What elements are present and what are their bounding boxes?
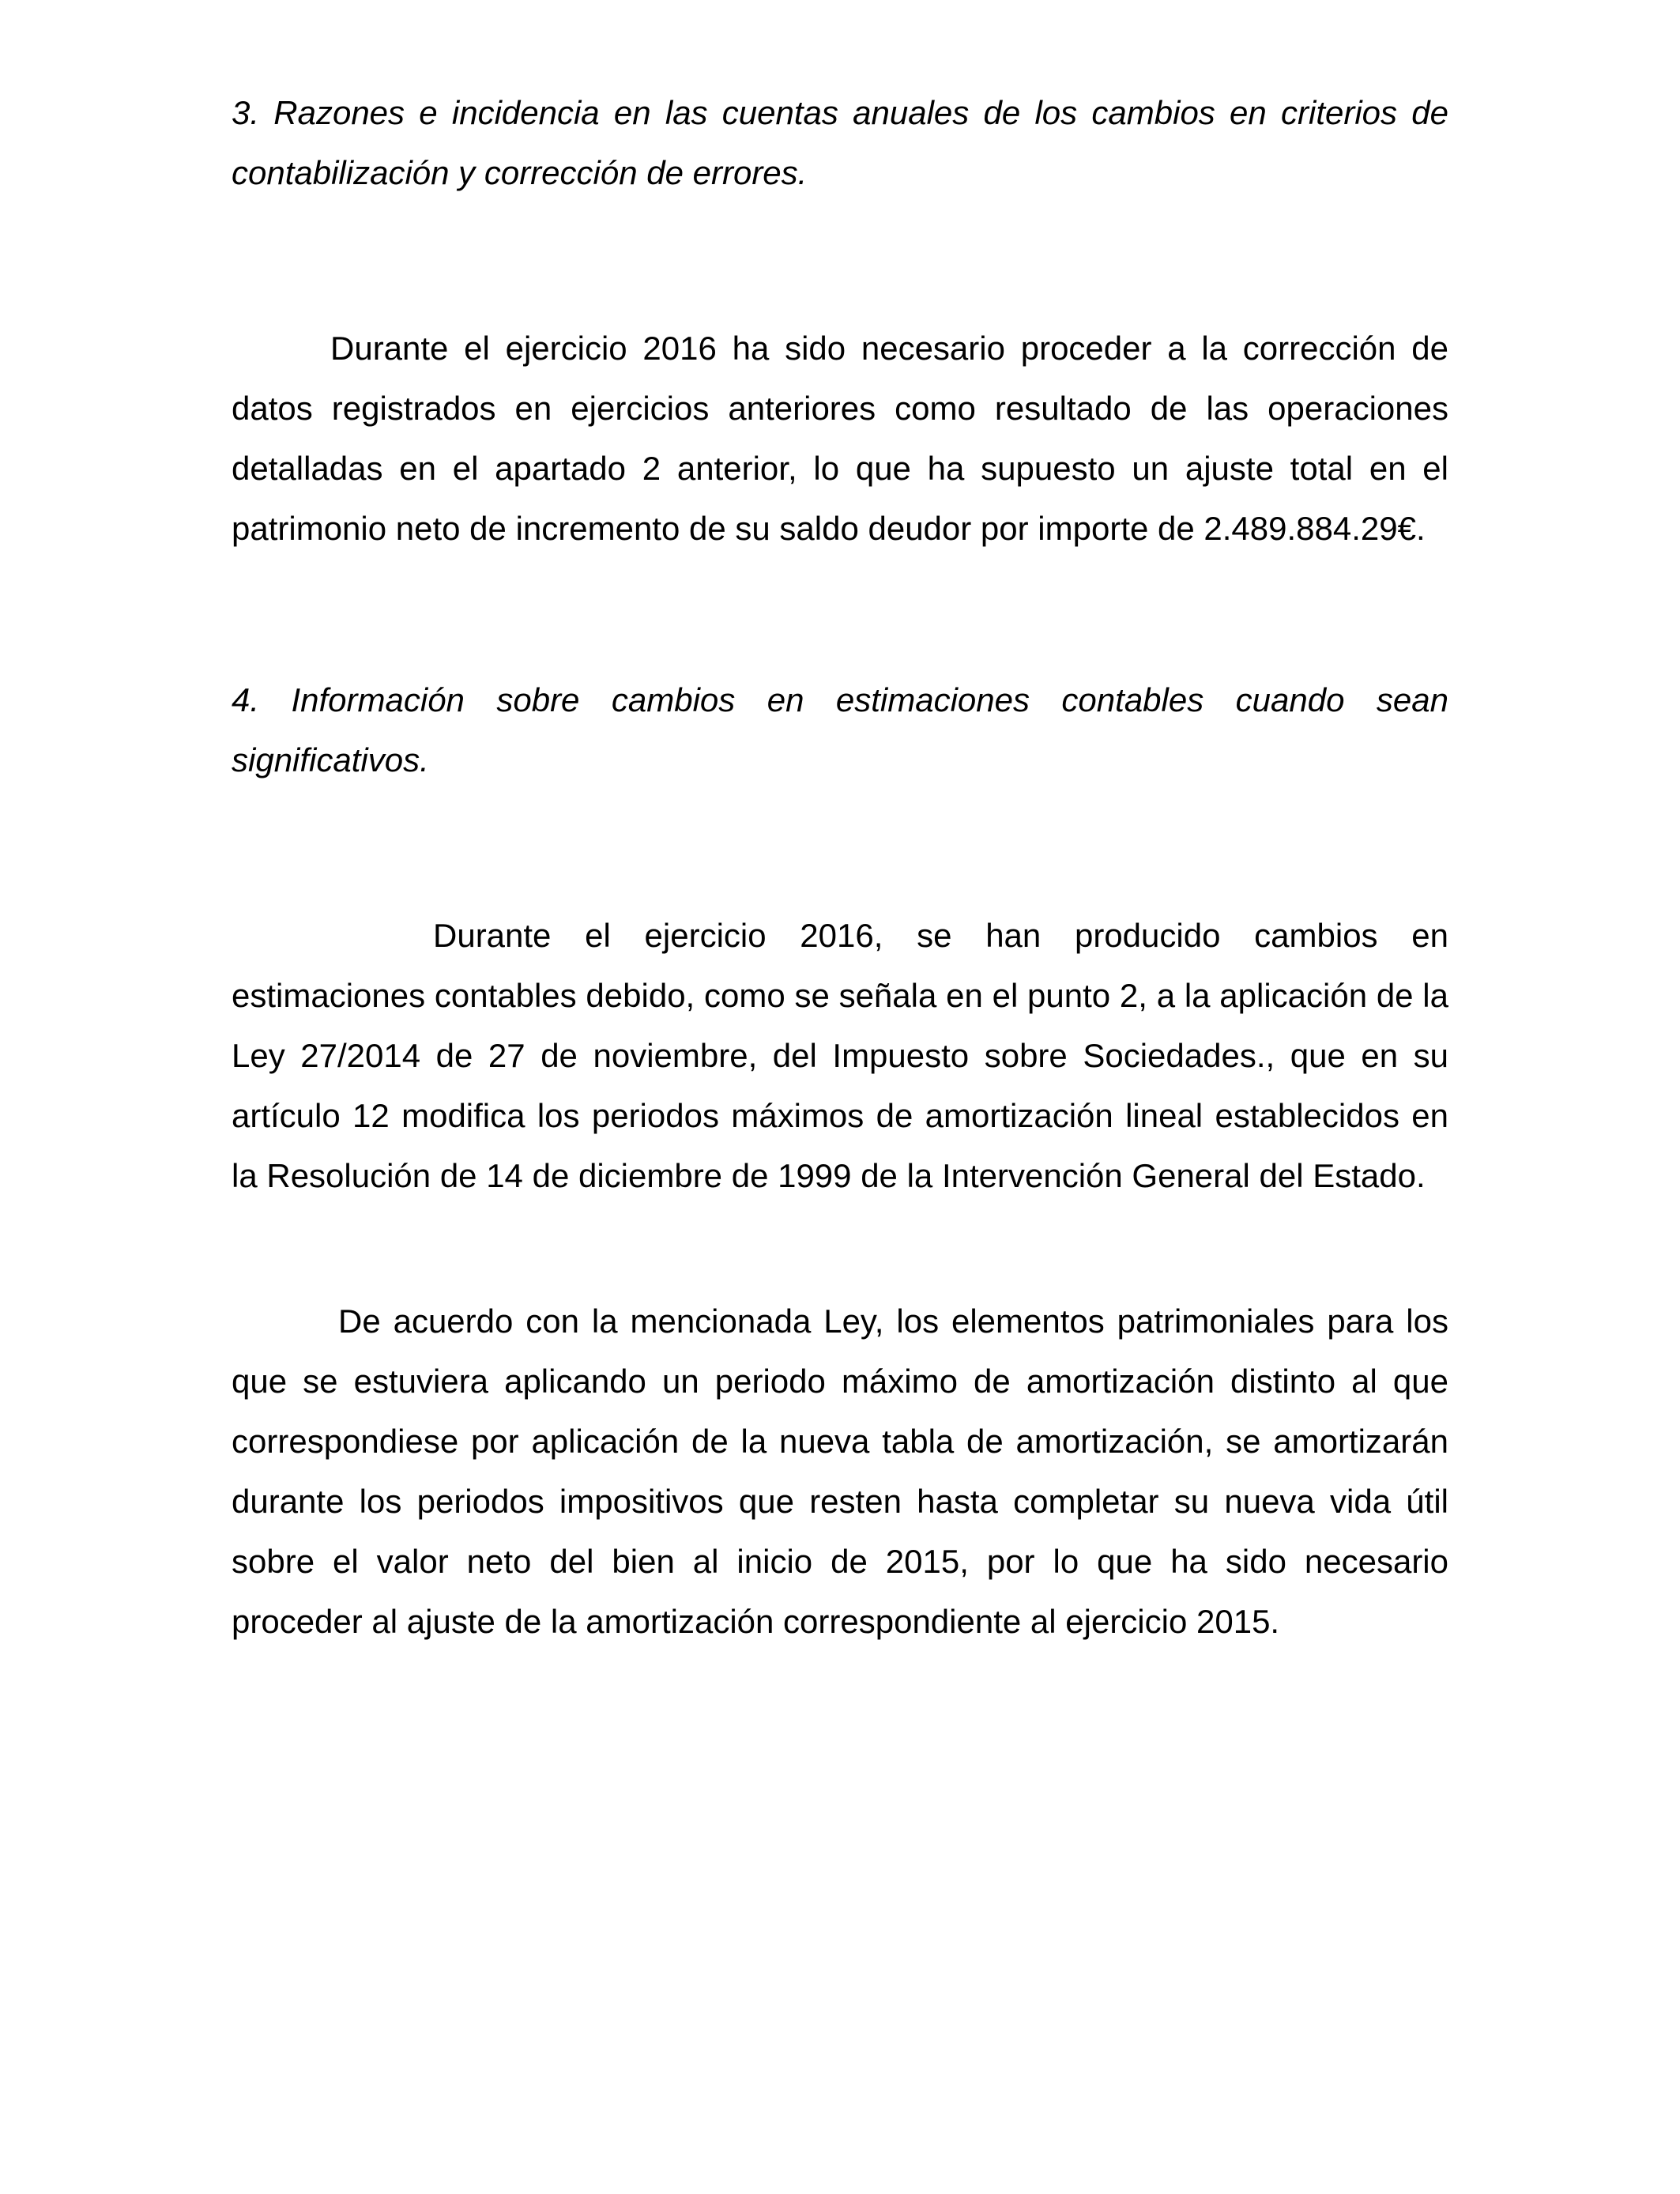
section-3-heading: 3. Razones e incidencia en las cuentas anuales de los cambios en criterios de contabilización y corrección de errores. [232, 94, 1448, 191]
section-4-paragraph-2: De acuerdo con la mencionada Ley, los elementos patrimoniales para los que se estuviera aplicando un periodo máximo de amortización distinto al que correspondiese por aplicación de la nueva tabla de amortización, se amortizarán durante los periodos impositivos que resten hasta completar su nueva vida útil sobre el valor neto del bien al inicio de 2015, por lo que ha sido necesario proceder al ajuste de la amortización correspondiente al ejercicio 2015. [232, 1302, 1448, 1640]
section-4-paragraph-1: Durante el ejercicio 2016, se han producido cambios en estimaciones contables debido, como se señala en el punto 2, a la aplicación de la Ley 27/2014 de 27 de noviembre, del Impuesto sobre Sociedades., que en su artículo 12 modifica los periodos máximos de amortización lineal establecidos en la Resolución de 14 de diciembre de 1999 de la Intervención General del Estado. [232, 917, 1448, 1194]
section-4-heading: 4. Información sobre cambios en estimaciones contables cuando sean significativos. [232, 681, 1448, 778]
section-3-paragraph-1: Durante el ejercicio 2016 ha sido necesario proceder a la corrección de datos registrados en ejercicios anteriores como resultado de las operaciones detalladas en el apartado 2 anterior, lo que ha supuesto un ajuste total en el patrimonio neto de incremento de su saldo deudor por importe de 2.489.884.29€. [232, 330, 1448, 547]
